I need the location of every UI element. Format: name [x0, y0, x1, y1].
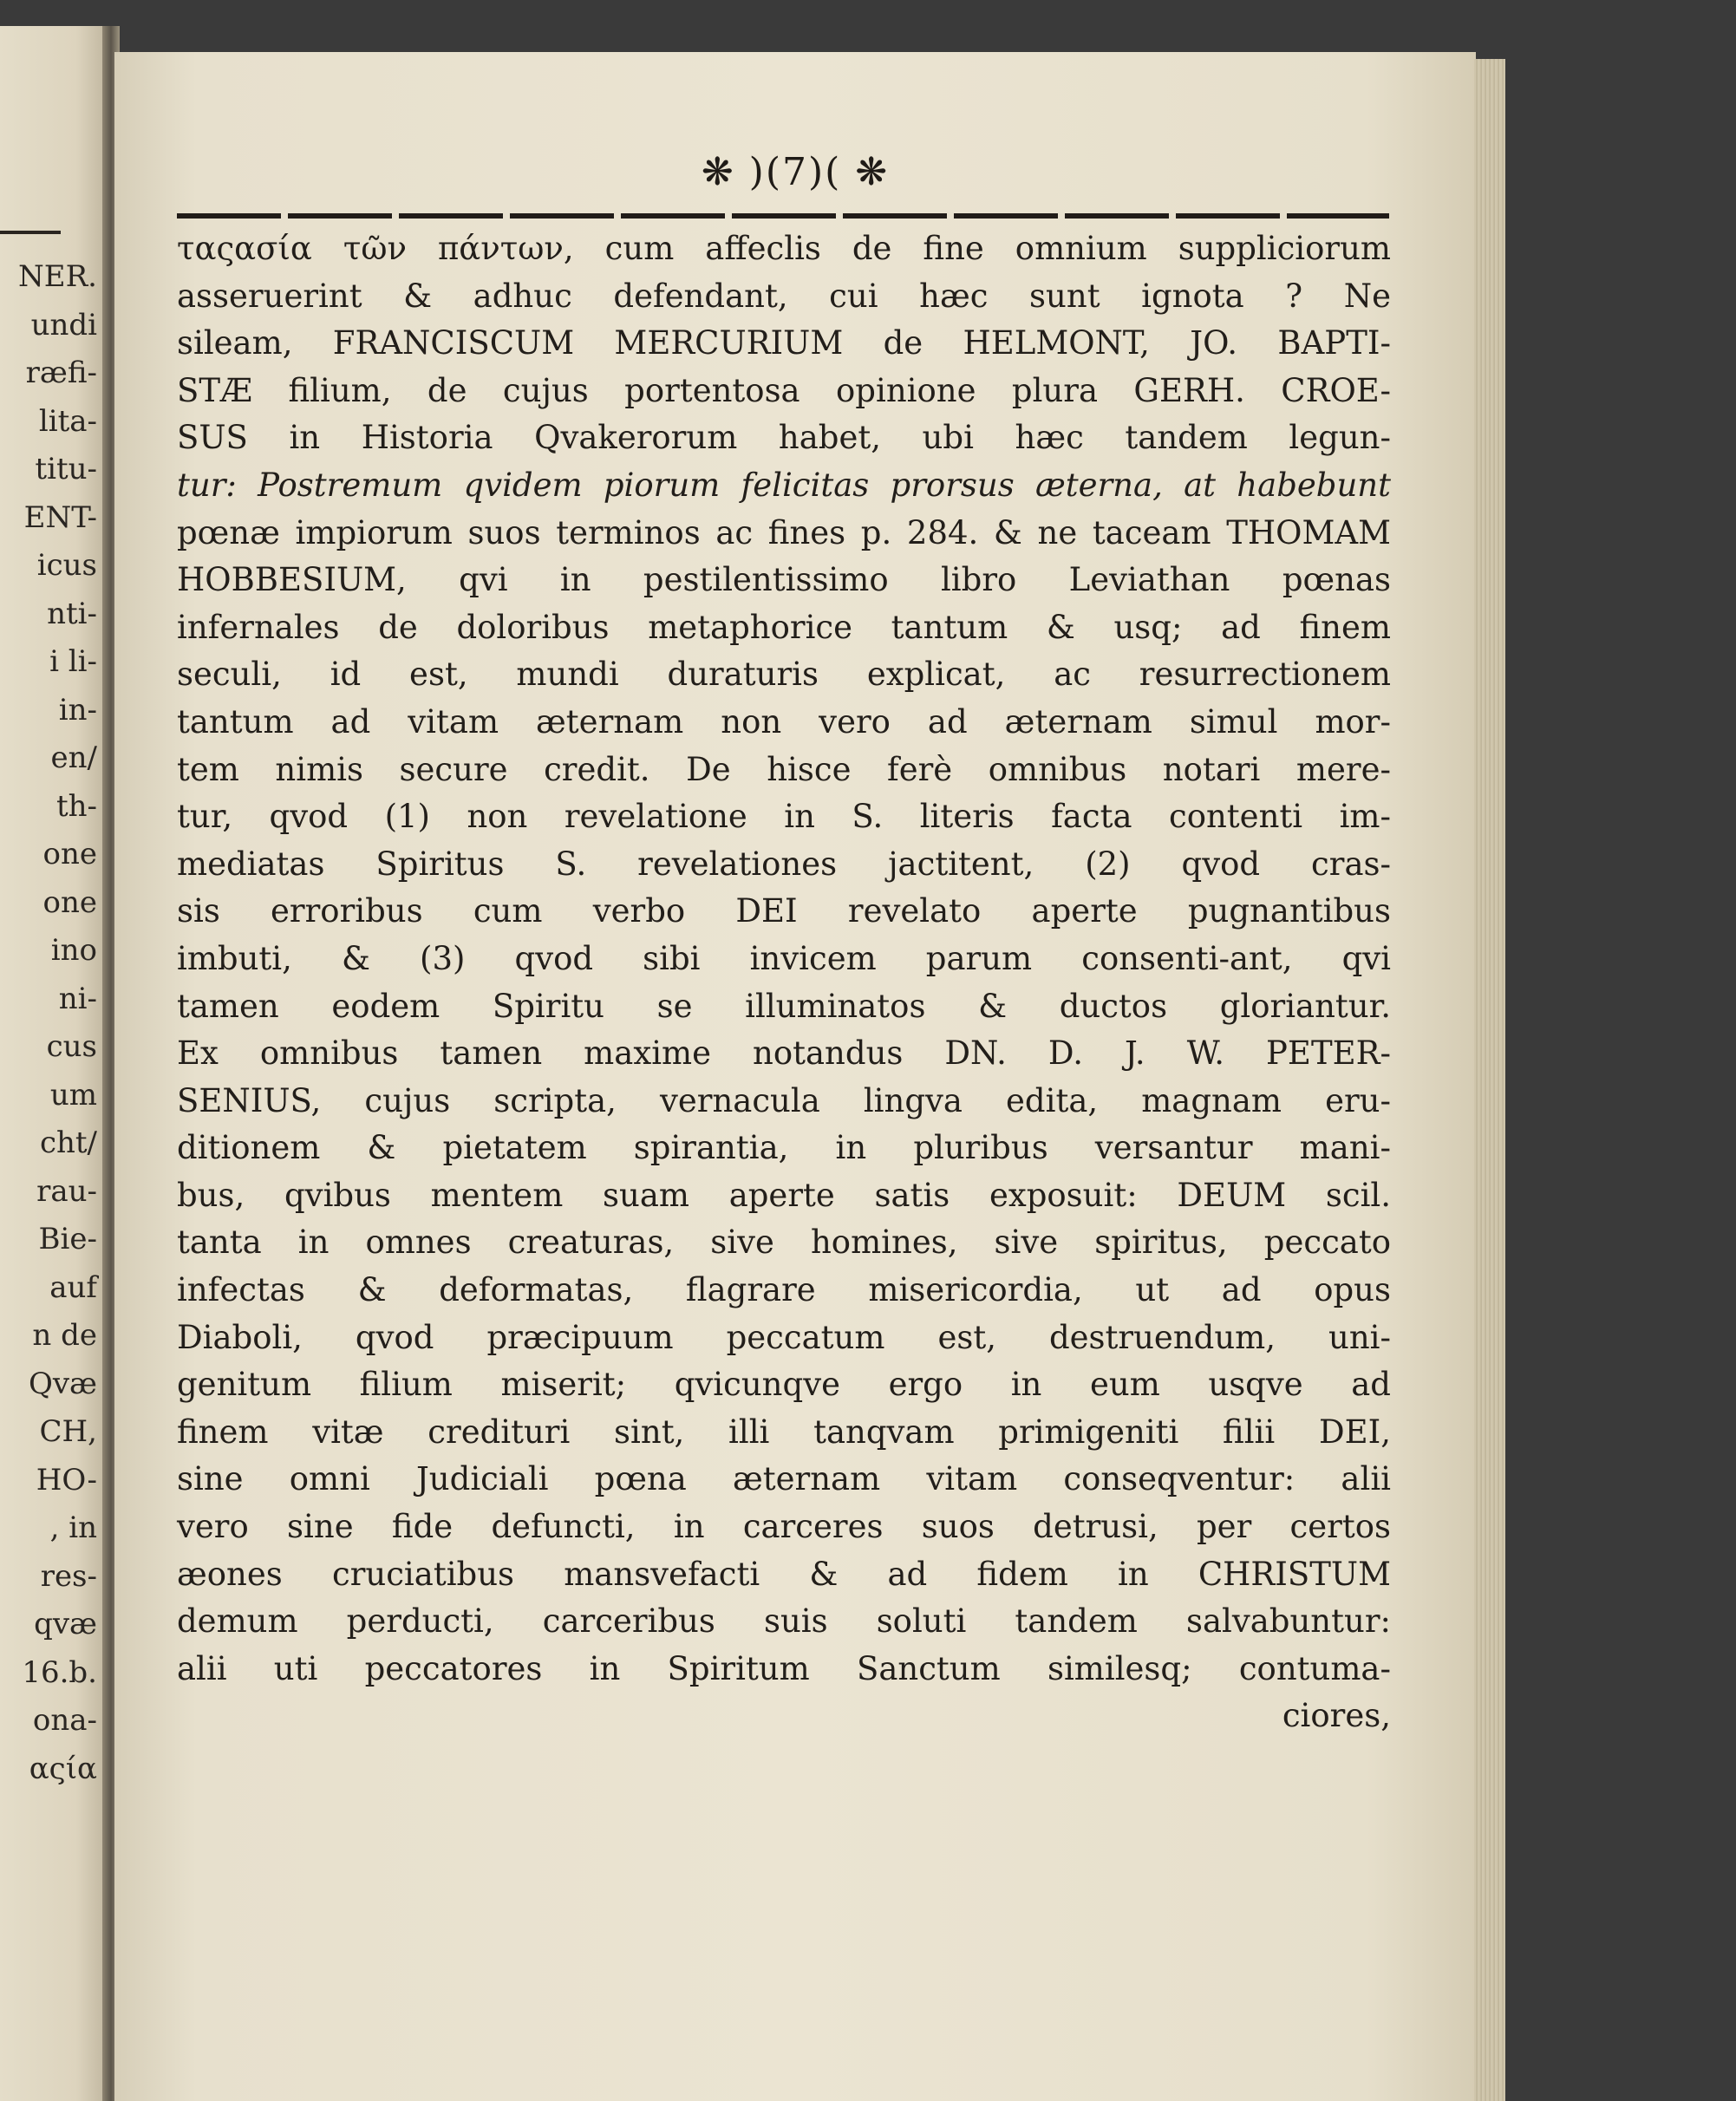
text-line: ταςασία τῶν πάντων, cum affeclis de fine omnium suppliciorum [177, 230, 1391, 267]
text-line: tamen eodem Spiritu se illuminatos & ductos gloriantur. [177, 987, 1391, 1025]
left-fragment: i li- [49, 644, 97, 679]
left-fragment: icus [36, 548, 97, 583]
left-fragment: , in [49, 1511, 97, 1545]
text-line: sis erroribus cum verbo DEI revelato aperte pugnantibus [177, 892, 1391, 930]
left-fragment: cht/ [39, 1126, 97, 1160]
text-line: imbuti, & (3) qvod sibi invicem parum consenti-ant, qvi [177, 939, 1391, 977]
left-fragment: CH, [39, 1414, 97, 1449]
text-line: finem vitæ credituri sint, illi tanqvam primigeniti filii DEI, [177, 1413, 1391, 1451]
left-fragment: en/ [50, 741, 97, 775]
left-fragment: one [42, 884, 97, 920]
left-fragment: cus [46, 1029, 97, 1064]
text-line: tanta in omnes creaturas, sive homines, sive spiritus, peccato [177, 1223, 1391, 1262]
left-fragment: 16.b. [22, 1654, 97, 1690]
head-rule [177, 213, 1389, 219]
left-fragment: one [42, 837, 97, 871]
left-fragment: titu- [35, 452, 97, 486]
left-fragment: undi [30, 307, 97, 343]
text-line: Diaboli, qvod præcipuum peccatum est, destruendum, uni- [177, 1318, 1391, 1356]
text-line: pœnæ impiorum suos terminos ac fines p. 284. & ne taceam THOMAM [177, 513, 1391, 551]
page-edges [1474, 59, 1505, 2101]
body-text [177, 225, 1391, 1740]
left-fragment: th- [55, 788, 97, 824]
text-line: alii uti peccatores in Spiritum Sanctum similesq; contuma- [177, 1649, 1391, 1687]
text-line: seculi, id est, mundi duraturis explicat, ac resurrectionem [177, 656, 1391, 694]
catchword: ciores, [1282, 1697, 1391, 1735]
text-line: sine omni Judiciali pœna æternam vitam conseqventur: alii [177, 1460, 1391, 1498]
text-line: SUS in Historia Qvakerorum habet, ubi hæc tandem legun- [177, 419, 1391, 457]
left-fragment: HO- [36, 1462, 97, 1497]
left-fragment: in- [58, 692, 97, 728]
left-fragment: ino [50, 933, 97, 968]
left-fragment: um [49, 1077, 97, 1112]
text-line: bus, qvibus mentem suam aperte satis exposuit: DEUM scil. [177, 1176, 1391, 1214]
left-fragment: αςία [29, 1751, 97, 1786]
left-fragment: qvæ [34, 1607, 97, 1641]
left-page-rule [0, 231, 61, 234]
left-fragment: ræfi- [25, 356, 97, 390]
left-fragment: ni- [58, 981, 97, 1016]
left-fragment: ENT- [23, 499, 97, 535]
text-line: infectas & deformatas, flagrare misericordia, ut ad opus [177, 1271, 1391, 1309]
text-line: STÆ filium, de cujus portentosa opinione plura GERH. CROE- [177, 371, 1391, 409]
left-fragment: auf [49, 1269, 97, 1305]
left-fragment: lita- [38, 403, 97, 439]
left-page-text-fragments [0, 253, 97, 1793]
left-fragment: res- [40, 1558, 97, 1594]
text-line: tur, qvod (1) non revelatione in S. literis facta contenti im- [177, 798, 1391, 836]
text-line: æones cruciatibus mansvefacti & ad fidem in CHRISTUM [177, 1555, 1391, 1593]
left-fragment: rau- [36, 1173, 97, 1209]
text-line: asseruerint & adhuc defendant, cui hæc sunt ignota ? Ne [177, 277, 1391, 315]
text-line: sileam, FRANCISCUM MERCURIUM de HELMONT, JO. BAPTI- [177, 324, 1391, 362]
left-fragment: n de [32, 1318, 97, 1353]
left-fragment: Bie- [38, 1222, 97, 1256]
text-line: mediatas Spiritus S. revelationes jactitent, (2) qvod cras- [177, 845, 1391, 883]
text-line: demum perducti, carceribus suis soluti tandem salvabuntur: [177, 1602, 1391, 1641]
text-line: tem nimis secure credit. De hisce ferè omnibus notari mere- [177, 750, 1391, 788]
text-line: genitum filium miserit; qvicunqve ergo in eum usqve ad [177, 1366, 1391, 1404]
text-line: vero sine fide defuncti, in carceres suos detrusi, per certos [177, 1508, 1391, 1546]
running-head: ❋ )(7)( ❋ [701, 150, 890, 194]
right-page [114, 52, 1476, 2101]
left-fragment: Qvæ [28, 1366, 97, 1401]
left-fragment: ona- [32, 1703, 97, 1738]
text-line: ditionem & pietatem spirantia, in pluribus versantur mani- [177, 1129, 1391, 1167]
text-line-italic: tur: Postremum qvidem piorum felicitas prorsus æterna, at habebunt [177, 466, 1391, 504]
left-fragment: NER. [18, 259, 97, 294]
text-line: Ex omnibus tamen maxime notandus DN. D. J. W. PETER- [177, 1034, 1391, 1073]
text-line: HOBBESIUM, qvi in pestilentissimo libro Leviathan pœnas [177, 561, 1391, 599]
text-line: infernales de doloribus metaphorice tantum & usq; ad finem [177, 608, 1391, 646]
left-fragment: nti- [47, 596, 97, 631]
text-line: tantum ad vitam æternam non vero ad æternam simul mor- [177, 702, 1391, 741]
left-facing-page [0, 26, 108, 2101]
text-line: SENIUS, cujus scripta, vernacula lingva edita, magnam eru- [177, 1081, 1391, 1119]
